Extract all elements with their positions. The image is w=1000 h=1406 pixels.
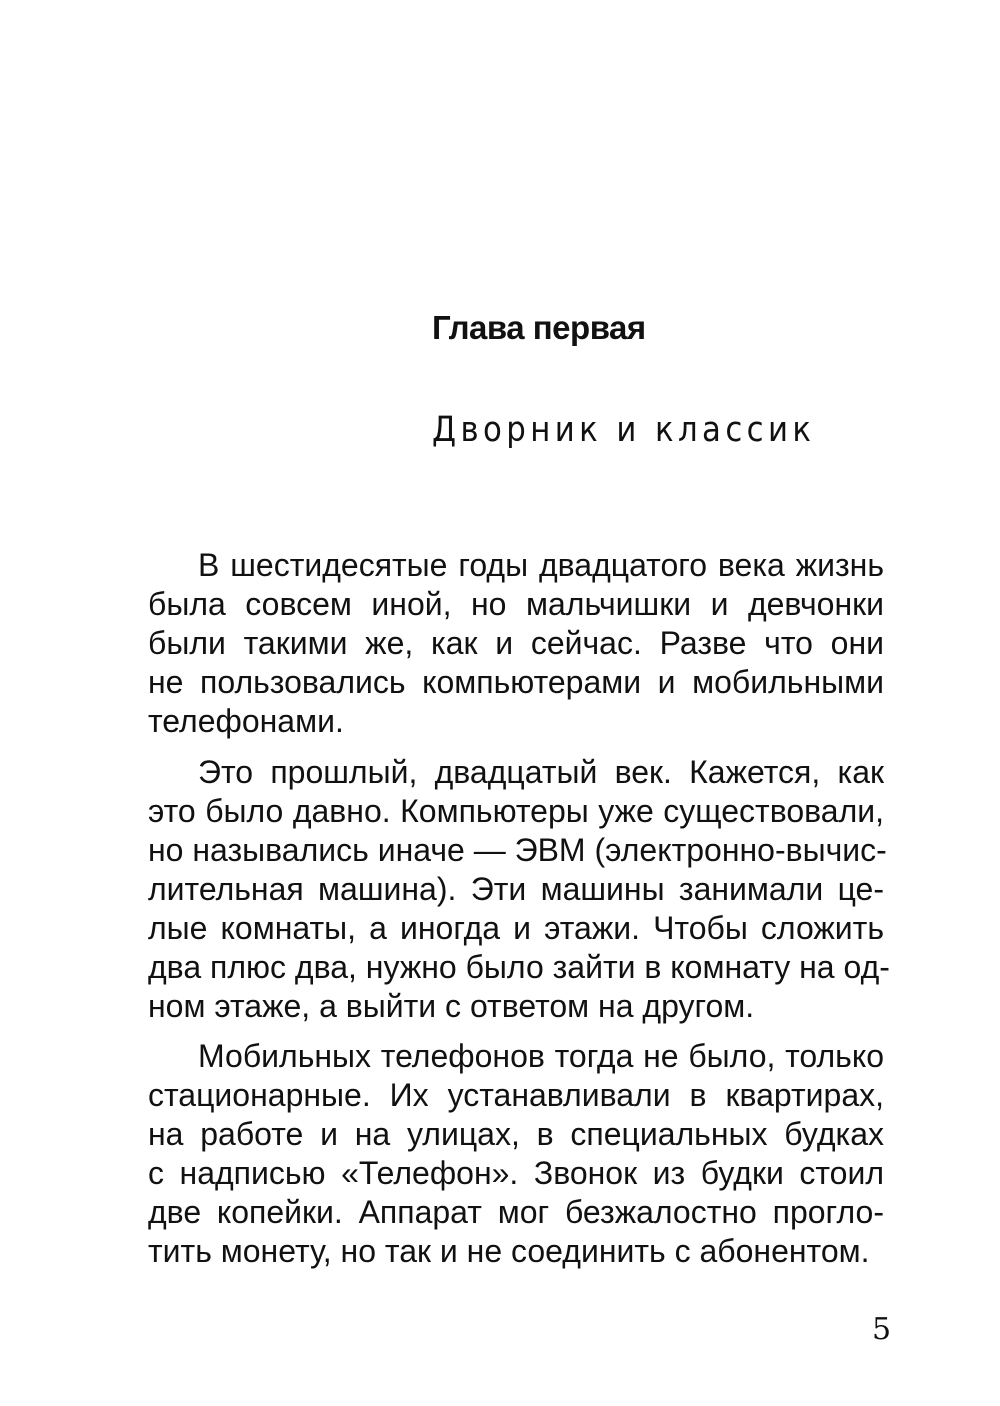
text-line: но назывались иначе — ЭВМ (электронно-вычис-: [148, 832, 887, 868]
text-line: Это прошлый, двадцатый век. Кажется, как: [198, 754, 884, 790]
text-line: тить монету, но так и не соединить с абонентом.: [148, 1233, 870, 1269]
text-line: лые комнаты, а иногда и этажи. Чтобы сложить: [148, 910, 884, 946]
text-line: Мобильных телефонов тогда не было, только: [198, 1038, 884, 1074]
text-line: стационарные. Их устанавливали в квартирах,: [148, 1077, 884, 1113]
text-line: В шестидесятые годы двадцатого века жизнь: [198, 547, 884, 583]
page-number: 5: [872, 1312, 892, 1347]
text-line: два плюс два, нужно было зайти в комнату на од-: [148, 949, 890, 985]
text-line: телефонами.: [148, 703, 344, 739]
text-line: с надписью «Телефон». Звонок из будки стоил: [148, 1155, 884, 1191]
chapter-title: Дворник и классик: [432, 410, 816, 450]
text-line: лительная машина). Эти машины занимали це-: [148, 871, 884, 907]
text-line: не пользовались компьютерами и мобильными: [148, 664, 884, 700]
text-line: это было давно. Компьютеры уже существовали,: [148, 793, 884, 829]
text-line: были такими же, как и сейчас. Разве что они: [148, 625, 884, 661]
text-line: ном этаже, а выйти с ответом на другом.: [148, 988, 755, 1024]
chapter-label: Глава первая: [432, 309, 646, 346]
text-line: две копейки. Аппарат мог безжалостно прогло-: [148, 1194, 884, 1230]
text-line: была совсем иной, но мальчишки и девчонки: [148, 586, 884, 622]
text-line: на работе и на улицах, в специальных будках: [148, 1116, 884, 1152]
